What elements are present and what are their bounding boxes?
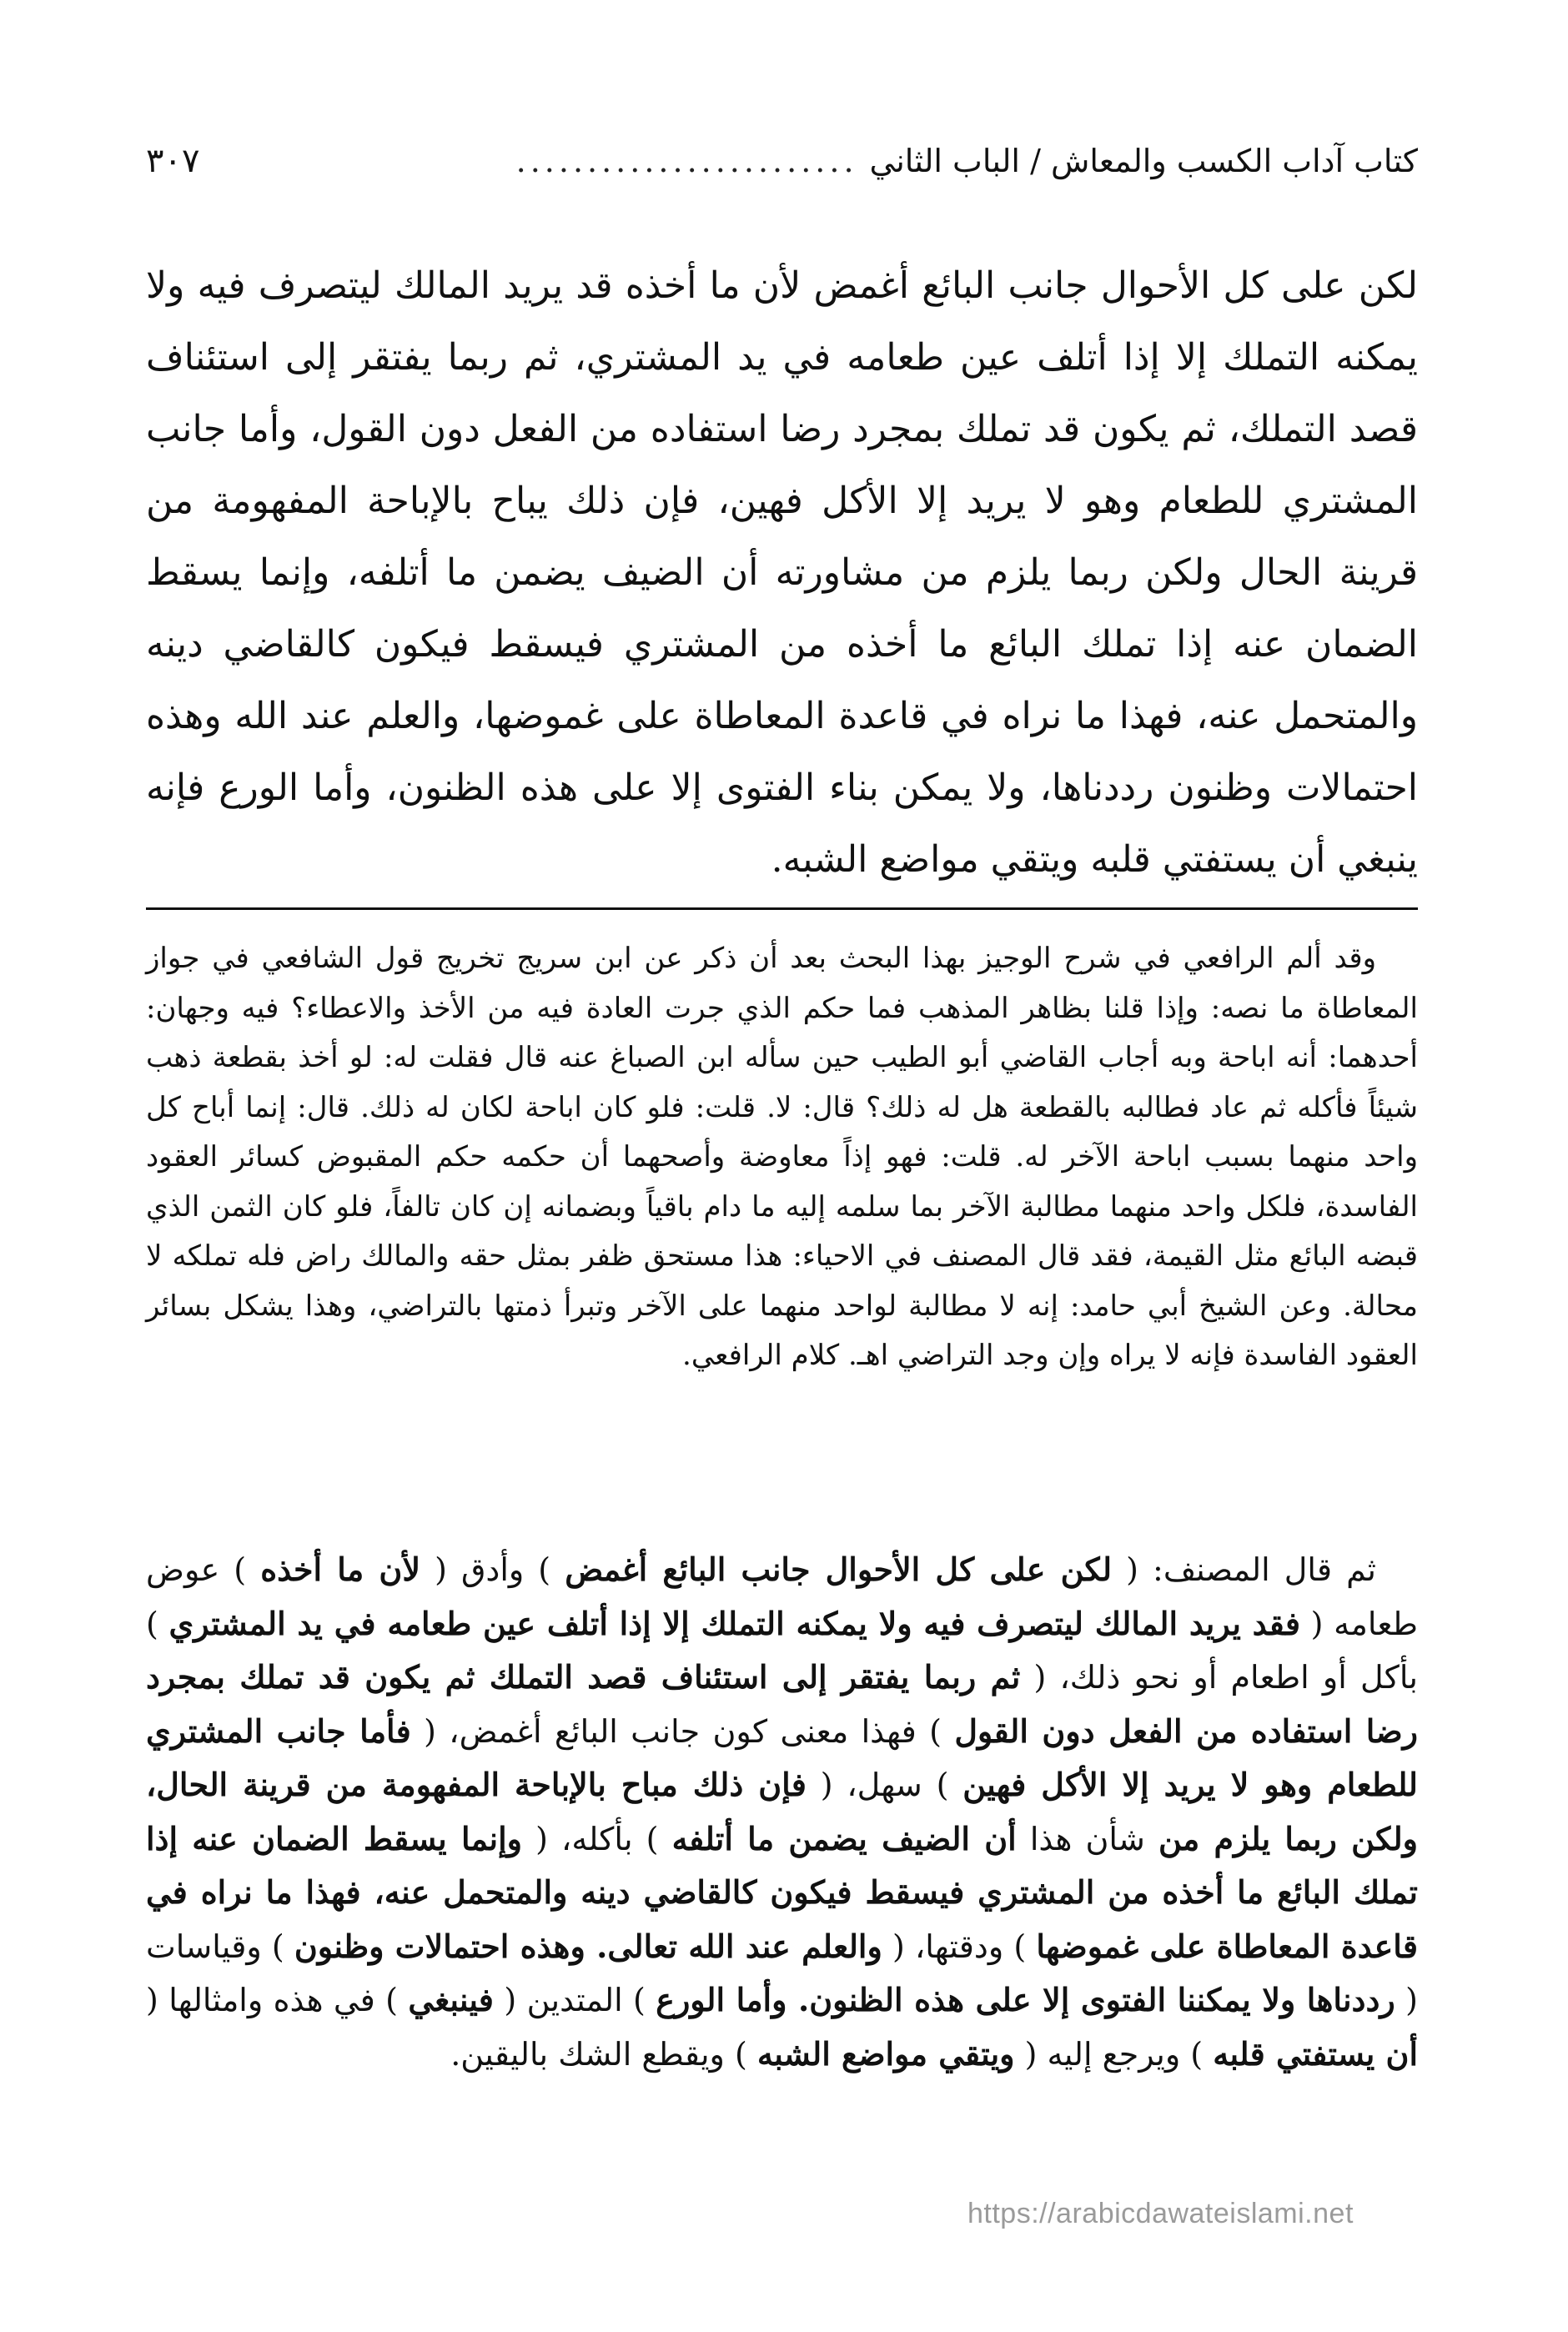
quoted-text-run: فإن ذلك مباح بالإباحة المفهومة من قرينة الحال، ولكن ربما يلزم من: [146, 1766, 1418, 1857]
commentary-text-run: ) فهذا معنى كون جانب البائع أغمض، (: [410, 1712, 955, 1750]
quoted-text-run: فقد يريد المالك ليتصرف فيه ولا يمكنه التملك إلا إذا أتلف عين طعامه في يد المشتري: [168, 1604, 1301, 1642]
commentary-text-run: ) سهل، (: [806, 1767, 963, 1803]
commentary-text-run: ) وأدق (: [420, 1551, 565, 1588]
commentary-text-run: شأن هذا: [1016, 1820, 1158, 1857]
commentary-text-run: ) ويقطع الشك باليقين.: [450, 2035, 757, 2073]
commentary-text-run: ) بأكله، (: [521, 1820, 672, 1857]
commentary-block: [146, 1543, 1418, 2081]
watermark-url: https://arabicdawateislami.net: [967, 2198, 1354, 2229]
quoted-text-run: ثم ربما يفتقر إلى استئناف قصد التملك ثم يكون قد تملك بمجرد رضا استفاده من الفعل دون القول: [146, 1658, 1418, 1750]
commentary-text-run: ) المتدين (: [493, 1982, 656, 2018]
running-header: [146, 142, 1418, 192]
footnote-divider: [146, 907, 1418, 910]
quoted-text-run: لأن ما أخذه: [260, 1550, 421, 1588]
header-title: كتاب آداب الكسب والمعاش / الباب الثاني: [869, 143, 1418, 179]
commentary-paragraph: [146, 1543, 1418, 2081]
quoted-text-run: لكن على كل الأحوال جانب البائع أغمض: [565, 1550, 1113, 1588]
quoted-text-run: والعلم عند الله تعالى. وهذه احتمالات وظنون: [294, 1927, 882, 1965]
commentary-text-run: ) عوض طعامه (: [146, 1551, 1418, 1642]
quoted-text-run: أن يستفتي قلبه: [1213, 2034, 1418, 2073]
commentary-text-run: ) بأكل أو اطعام أو نحو ذلك، (: [146, 1605, 1418, 1696]
quoted-text-run: ويتقي مواضع الشبه: [756, 2034, 1015, 2073]
commentary-text-run: ) وقياسات (: [146, 1927, 1418, 2018]
quoted-text-run: أن الضيف يضمن ما أتلفه: [671, 1819, 1017, 1857]
header-leader-dots: ........................: [515, 143, 858, 179]
footnote-block: [146, 934, 1418, 1381]
quoted-text-run: وإنما يسقط الضمان عنه إذا تملك البائع ما أخذه من المشتري فيسقط فيكون كالقاضي دينه والمتحمل عنه، فهذا ما نراه في قاعدة المعاطاة على غموضها: [146, 1819, 1418, 1965]
main-paragraph: لكن على كل الأحوال جانب البائع أغمض لأن ما أخذه قد يريد المالك ليتصرف فيه ولا يمكنه التملك إلا إذا أتلف عين طعامه في يد المشتري، ثم ربما يفتقر إلى استئناف قصد التملك، ثم يكون قد تملك بمجرد رضا استفاده من الفعل دون القول، وأما جانب المشتري للطعام وهو لا يريد إلا الأكل فهين، فإن ذلك يباح بالإباحة المفهومة من قرينة الحال ولكن ربما يلزم من مشاورته أن الضيف يضمن ما أتلفه، وإنما يسقط الضمان عنه إذا تملك البائع ما أخذه من المشتري فيسقط فيكون كالقاضي دينه والمتحمل عنه، فهذا ما نراه في قاعدة المعاطاة على غموضها، والعلم عند الله وهذه احتمالات وظنون رددناها، ولا يمكن بناء الفتوى إلا على هذه الظنون، وأما الورع فإنه ينبغي أن يستفتي قلبه ويتقي مواضع الشبه.: [146, 264, 1419, 881]
footnote-paragraph: وقد ألم الرافعي في شرح الوجيز بهذا البحث بعد أن ذكر عن ابن سريج تخريج قول الشافعي في جواز المعاطاة ما نصه: وإذا قلنا بظاهر المذهب فما حكم الذي جرت العادة فيه من الأخذ والاعطاء؟ فيه وجهان: أحدهما: أنه اباحة وبه أجاب القاضي أبو الطيب حين سأله ابن الصباغ عنه قال فقلت له: لو أخذ بقطعة ذهب شيئاً فأكله ثم عاد فطالبه بالقطعة هل له ذلك؟ قال: لا. قلت: فلو كان اباحة لكان له ذلك. قال: إنما أباح كل واحد منهما بسبب اباحة الآخر له. قلت: فهو إذاً معاوضة وأصحهما أن حكمه حكم المقبوض كسائر العقود الفاسدة، فلكل واحد منهما مطالبة الآخر بما سلمه إليه ما دام باقياً وبضمانه إن كان تالفاً، فلو كان الثمن الذي قبضه البائع مثل القيمة، فقد قال المصنف في الاحياء: هذا مستحق ظفر بمثل حقه والمالك راض فله تملكه لا محالة. وعن الشيخ أبي حامد: إنه لا مطالبة لواحد منهما على الآخر وتبرأ ذمتها بالتراضي، وهذا يشكل بسائر العقود الفاسدة فإنه لا يراه وإن وجد التراضي اهـ. كلام الرافعي.: [146, 942, 1418, 1372]
quoted-text-run: رددناها ولا يمكننا الفتوى إلا على هذه الظنون. وأما الورع: [656, 1981, 1395, 2018]
commentary-text-run: ) في هذه وامثالها (: [146, 1982, 409, 2018]
commentary-text-run: ) ويرجع إليه (: [1014, 2035, 1214, 2073]
main-text: [146, 250, 1418, 896]
quoted-text-run: فأما جانب المشتري للطعام وهو لا يريد إلا الأكل فهين: [146, 1711, 1419, 1803]
quoted-text-run: فينبغي: [408, 1981, 494, 2018]
commentary-text-run: ) ودقتها، (: [882, 1927, 1037, 1965]
page-number: ٣٠٧: [146, 142, 200, 180]
commentary-text-run: ثم قال المصنف: (: [1112, 1551, 1377, 1588]
